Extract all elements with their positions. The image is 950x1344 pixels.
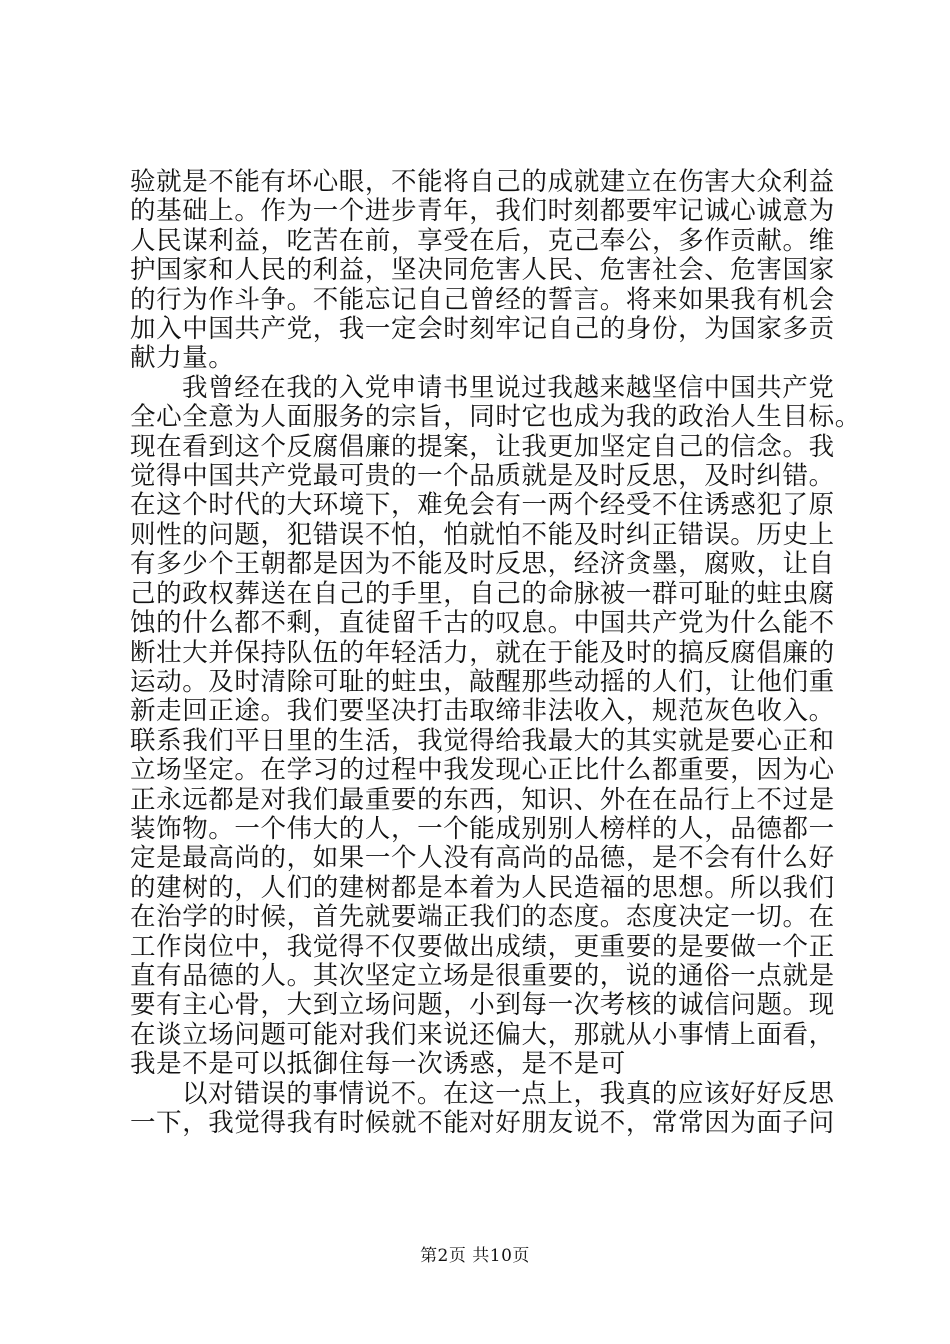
body-text bbox=[130, 167, 861, 1138]
text-line: 加入中国共产党，我一定会时刻牢记自己的身份，为国家多贡 bbox=[130, 314, 835, 345]
text-line: 的建树的，人们的建树都是本着为人民造福的思想。所以我们 bbox=[130, 872, 835, 903]
text-line: 的基础上。作为一个进步青年，我们时刻都要牢记诚心诚意为 bbox=[130, 196, 835, 227]
text-line: 全心全意为人面服务的宗旨，同时它也成为我的政治人生目标。 bbox=[130, 402, 861, 433]
text-line: 工作岗位中，我觉得不仅要做出成绩，更重要的是要做一个正 bbox=[130, 931, 835, 962]
text-line: 在治学的时候，首先就要端正我们的态度。态度决定一切。在 bbox=[130, 902, 835, 933]
text-line: 立场坚定。在学习的过程中我发现心正比什么都重要，因为心 bbox=[130, 755, 835, 786]
text-line: 则性的问题，犯错误不怕，怕就怕不能及时纠正错误。历史上 bbox=[130, 519, 835, 550]
text-line: 直有品德的人。其次坚定立场是很重要的，说的通俗一点就是 bbox=[130, 960, 835, 991]
text-line: 在这个时代的大环境下，难免会有一两个经受不住诱惑犯了原 bbox=[130, 490, 835, 521]
text-line: 正永远都是对我们最重要的东西，知识、外在在品行上不过是 bbox=[130, 784, 835, 815]
text-line: 的行为作斗争。不能忘记自己曾经的誓言。将来如果我有机会 bbox=[130, 284, 835, 315]
page-number-footer: 第2页 共10页 bbox=[420, 1246, 530, 1266]
text-line: 新走回正途。我们要坚决打击取缔非法收入，规范灰色收入。 bbox=[130, 696, 835, 727]
text-line: 运动。及时清除可耻的蛀虫，敲醒那些动摇的人们，让他们重 bbox=[130, 666, 835, 697]
paragraph-1 bbox=[130, 167, 835, 374]
text-line: 己的政权葬送在自己的手里，自己的命脉被一群可耻的蛀虫腐 bbox=[130, 578, 835, 609]
text-line: 要有主心骨，大到立场问题，小到每一次考核的诚信问题。现 bbox=[130, 990, 835, 1021]
text-line: 护国家和人民的利益，坚决同危害人民、危害社会、危害国家 bbox=[130, 255, 835, 286]
text-line: 我是不是可以抵御住每一次诱惑，是不是可 bbox=[130, 1049, 626, 1080]
text-line: 在谈立场问题可能对我们来说还偏大，那就从小事情上面看， bbox=[130, 1019, 835, 1050]
text-line: 联系我们平日里的生活，我觉得给我最大的其实就是要心正和 bbox=[130, 725, 835, 756]
paragraph-2 bbox=[130, 372, 861, 1080]
text-line: 人民谋利益，吃苦在前，享受在后，克己奉公，多作贡献。维 bbox=[130, 225, 835, 256]
text-line: 觉得中国共产党最可贵的一个品质就是及时反思，及时纠错。 bbox=[130, 461, 835, 492]
text-line: 有多少个王朝都是因为不能及时反思，经济贪墨，腐败，让自 bbox=[130, 549, 835, 580]
text-line: 装饰物。一个伟大的人，一个能成别别人榜样的人，品德都一 bbox=[130, 813, 835, 844]
text-line: 定是最高尚的，如果一个人没有高尚的品德，是不会有什么好 bbox=[130, 843, 835, 874]
text-line: 现在看到这个反腐倡廉的提案，让我更加坚定自己的信念。我 bbox=[130, 431, 835, 462]
text-line: 献力量。 bbox=[130, 343, 235, 374]
paragraph-3 bbox=[130, 1078, 835, 1139]
text-line: 一下，我觉得我有时候就不能对好朋友说不，常常因为面子问 bbox=[130, 1108, 835, 1138]
text-line: 以对错误的事情说不。在这一点上，我真的应该好好反思 bbox=[182, 1078, 835, 1109]
text-line: 断壮大并保持队伍的年轻活力，就在于能及时的搞反腐倡廉的 bbox=[130, 637, 835, 668]
text-line: 验就是不能有坏心眼，不能将自己的成就建立在伤害大众利益 bbox=[130, 167, 835, 197]
text-line: 我曾经在我的入党申请书里说过我越来越坚信中国共产党 bbox=[182, 372, 835, 403]
text-line: 蚀的什么都不剩，直徒留千古的叹息。中国共产党为什么能不 bbox=[130, 608, 835, 639]
